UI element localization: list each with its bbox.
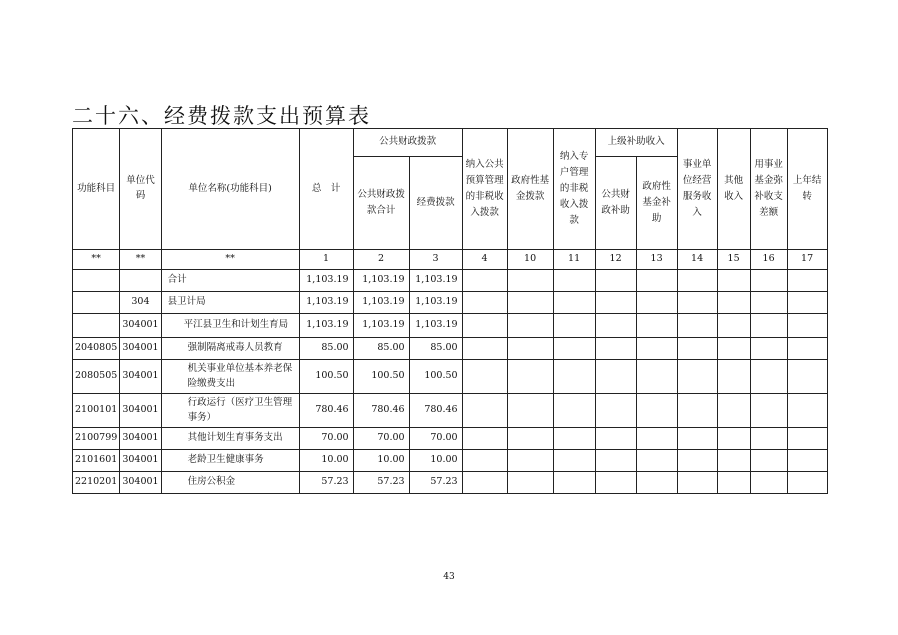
- index-cell: **: [161, 250, 299, 270]
- empty-cell: [636, 428, 677, 450]
- empty-cell: [595, 360, 636, 394]
- page-title: 二十六、经费拨款支出预算表: [72, 104, 371, 128]
- empty-cell: [717, 450, 750, 472]
- header-total: 总 计: [299, 129, 353, 250]
- index-cell: 1: [299, 250, 353, 270]
- unit-name-cell: 住房公积金: [161, 472, 299, 494]
- unit-name-cell: 其他计划生育事务支出: [161, 428, 299, 450]
- empty-cell: [636, 394, 677, 428]
- empty-cell: [553, 360, 595, 394]
- empty-cell: [636, 338, 677, 360]
- empty-cell: [787, 428, 827, 450]
- funding-cell: 1,103.19: [409, 270, 462, 292]
- empty-cell: [787, 292, 827, 314]
- unit-code-cell: 304001: [120, 314, 161, 338]
- header-fund-gap: 用事业基金弥补收支差额: [750, 129, 787, 250]
- index-row: [73, 250, 828, 270]
- func-code-cell: [73, 292, 120, 314]
- empty-cell: [677, 292, 717, 314]
- index-cell: 14: [677, 250, 717, 270]
- empty-cell: [462, 270, 507, 292]
- empty-cell: [750, 394, 787, 428]
- empty-cell: [787, 360, 827, 394]
- empty-cell: [677, 394, 717, 428]
- empty-cell: [636, 270, 677, 292]
- empty-cell: [717, 428, 750, 450]
- page-number: 43: [443, 572, 455, 582]
- empty-cell: [717, 314, 750, 338]
- funding-cell: 1,103.19: [409, 292, 462, 314]
- empty-cell: [750, 472, 787, 494]
- table-row: [73, 428, 828, 450]
- empty-cell: [553, 472, 595, 494]
- empty-cell: [677, 428, 717, 450]
- header-nontax-special: 纳入专户管理的非税收入拨款: [553, 129, 595, 250]
- header-public-group: 公共财政拨款: [353, 129, 462, 157]
- empty-cell: [717, 472, 750, 494]
- header-unit-code: 单位代码: [120, 129, 161, 250]
- empty-cell: [553, 314, 595, 338]
- unit-name-cell: 合计: [161, 270, 299, 292]
- empty-cell: [553, 428, 595, 450]
- empty-cell: [636, 292, 677, 314]
- unit-code-cell: 304001: [120, 428, 161, 450]
- empty-cell: [553, 394, 595, 428]
- unit-name-cell: 平江县卫生和计划生育局: [161, 314, 299, 338]
- index-cell: 10: [507, 250, 553, 270]
- empty-cell: [507, 394, 553, 428]
- header-gov-fund: 政府性基金拨款: [507, 129, 553, 250]
- empty-cell: [553, 338, 595, 360]
- unit-name-cell: 县卫计局: [161, 292, 299, 314]
- empty-cell: [462, 292, 507, 314]
- funding-cell: 1,103.19: [409, 314, 462, 338]
- unit-code-cell: 304001: [120, 360, 161, 394]
- empty-cell: [750, 338, 787, 360]
- empty-cell: [507, 314, 553, 338]
- public-sum-cell: 780.46: [353, 394, 409, 428]
- unit-code-cell: 304001: [120, 338, 161, 360]
- funding-cell: 57.23: [409, 472, 462, 494]
- table-row: [73, 450, 828, 472]
- empty-cell: [462, 360, 507, 394]
- empty-cell: [787, 394, 827, 428]
- empty-cell: [677, 270, 717, 292]
- empty-cell: [595, 314, 636, 338]
- empty-cell: [595, 428, 636, 450]
- func-code-cell: 2080505: [73, 360, 120, 394]
- empty-cell: [717, 270, 750, 292]
- unit-code-cell: 304001: [120, 394, 161, 428]
- budget-table: [72, 128, 828, 494]
- header-other: 其他收入: [717, 129, 750, 250]
- empty-cell: [787, 270, 827, 292]
- header-upper-gov: 政府性基金补助: [636, 157, 677, 250]
- unit-code-cell: 304: [120, 292, 161, 314]
- total-cell: 70.00: [299, 428, 353, 450]
- empty-cell: [717, 338, 750, 360]
- empty-cell: [462, 314, 507, 338]
- index-cell: 16: [750, 250, 787, 270]
- empty-cell: [750, 292, 787, 314]
- funding-cell: 70.00: [409, 428, 462, 450]
- empty-cell: [553, 270, 595, 292]
- index-cell: 4: [462, 250, 507, 270]
- header-business: 事业单位经营服务收入: [677, 129, 717, 250]
- empty-cell: [462, 338, 507, 360]
- empty-cell: [595, 270, 636, 292]
- empty-cell: [677, 450, 717, 472]
- index-cell: 11: [553, 250, 595, 270]
- public-sum-cell: 100.50: [353, 360, 409, 394]
- func-code-cell: 2101601: [73, 450, 120, 472]
- func-code-cell: 2210201: [73, 472, 120, 494]
- header-nontax-public: 纳入公共预算管理的非税收入拨款: [462, 129, 507, 250]
- index-cell: 17: [787, 250, 827, 270]
- header-carryover: 上年结转: [787, 129, 827, 250]
- empty-cell: [462, 394, 507, 428]
- empty-cell: [553, 292, 595, 314]
- empty-cell: [462, 472, 507, 494]
- func-code-cell: [73, 270, 120, 292]
- unit-name-cell: 机关事业单位基本养老保险缴费支出: [161, 360, 299, 394]
- total-cell: 1,103.19: [299, 292, 353, 314]
- total-cell: 780.46: [299, 394, 353, 428]
- table-row: [73, 292, 828, 314]
- header-funding: 经费拨款: [409, 157, 462, 250]
- index-cell: 12: [595, 250, 636, 270]
- empty-cell: [636, 314, 677, 338]
- empty-cell: [717, 292, 750, 314]
- empty-cell: [462, 450, 507, 472]
- table-row: [73, 314, 828, 338]
- unit-code-cell: 304001: [120, 472, 161, 494]
- public-sum-cell: 57.23: [353, 472, 409, 494]
- func-code-cell: 2100101: [73, 394, 120, 428]
- empty-cell: [595, 472, 636, 494]
- empty-cell: [750, 360, 787, 394]
- total-cell: 100.50: [299, 360, 353, 394]
- empty-cell: [677, 338, 717, 360]
- index-cell: 15: [717, 250, 750, 270]
- public-sum-cell: 10.00: [353, 450, 409, 472]
- unit-code-cell: [120, 270, 161, 292]
- header-upper-group: 上级补助收入: [595, 129, 677, 157]
- empty-cell: [787, 314, 827, 338]
- funding-cell: 85.00: [409, 338, 462, 360]
- public-sum-cell: 70.00: [353, 428, 409, 450]
- unit-name-cell: 行政运行（医疗卫生管理事务）: [161, 394, 299, 428]
- index-cell: 2: [353, 250, 409, 270]
- public-sum-cell: 1,103.19: [353, 292, 409, 314]
- empty-cell: [677, 472, 717, 494]
- empty-cell: [717, 360, 750, 394]
- header-upper-public: 公共财政补助: [595, 157, 636, 250]
- empty-cell: [636, 450, 677, 472]
- unit-name-cell: 老龄卫生健康事务: [161, 450, 299, 472]
- funding-cell: 100.50: [409, 360, 462, 394]
- public-sum-cell: 85.00: [353, 338, 409, 360]
- table-row: [73, 360, 828, 394]
- empty-cell: [750, 270, 787, 292]
- total-cell: 1,103.19: [299, 314, 353, 338]
- total-cell: 57.23: [299, 472, 353, 494]
- func-code-cell: 2100799: [73, 428, 120, 450]
- header-public-sum: 公共财政拨款合计: [353, 157, 409, 250]
- table-row: [73, 270, 828, 292]
- empty-cell: [717, 394, 750, 428]
- empty-cell: [636, 360, 677, 394]
- func-code-cell: 2040805: [73, 338, 120, 360]
- funding-cell: 10.00: [409, 450, 462, 472]
- empty-cell: [553, 450, 595, 472]
- unit-name-cell: 强制隔离戒毒人员教育: [161, 338, 299, 360]
- empty-cell: [677, 360, 717, 394]
- total-cell: 1,103.19: [299, 270, 353, 292]
- empty-cell: [507, 472, 553, 494]
- empty-cell: [507, 428, 553, 450]
- empty-cell: [507, 360, 553, 394]
- table-row: [73, 394, 828, 428]
- index-cell: **: [120, 250, 161, 270]
- empty-cell: [636, 472, 677, 494]
- empty-cell: [787, 450, 827, 472]
- empty-cell: [750, 450, 787, 472]
- empty-cell: [595, 338, 636, 360]
- empty-cell: [750, 314, 787, 338]
- empty-cell: [595, 292, 636, 314]
- empty-cell: [787, 472, 827, 494]
- index-cell: **: [73, 250, 120, 270]
- empty-cell: [462, 428, 507, 450]
- empty-cell: [677, 314, 717, 338]
- total-cell: 85.00: [299, 338, 353, 360]
- unit-code-cell: 304001: [120, 450, 161, 472]
- table-row: [73, 338, 828, 360]
- empty-cell: [595, 450, 636, 472]
- header-unit-name: 单位名称(功能科目): [161, 129, 299, 250]
- table-row: [73, 472, 828, 494]
- empty-cell: [787, 338, 827, 360]
- empty-cell: [507, 450, 553, 472]
- public-sum-cell: 1,103.19: [353, 270, 409, 292]
- empty-cell: [595, 394, 636, 428]
- total-cell: 10.00: [299, 450, 353, 472]
- index-cell: 13: [636, 250, 677, 270]
- public-sum-cell: 1,103.19: [353, 314, 409, 338]
- empty-cell: [507, 270, 553, 292]
- empty-cell: [507, 292, 553, 314]
- empty-cell: [750, 428, 787, 450]
- empty-cell: [507, 338, 553, 360]
- funding-cell: 780.46: [409, 394, 462, 428]
- func-code-cell: [73, 314, 120, 338]
- header-func-code: 功能科目: [73, 129, 120, 250]
- index-cell: 3: [409, 250, 462, 270]
